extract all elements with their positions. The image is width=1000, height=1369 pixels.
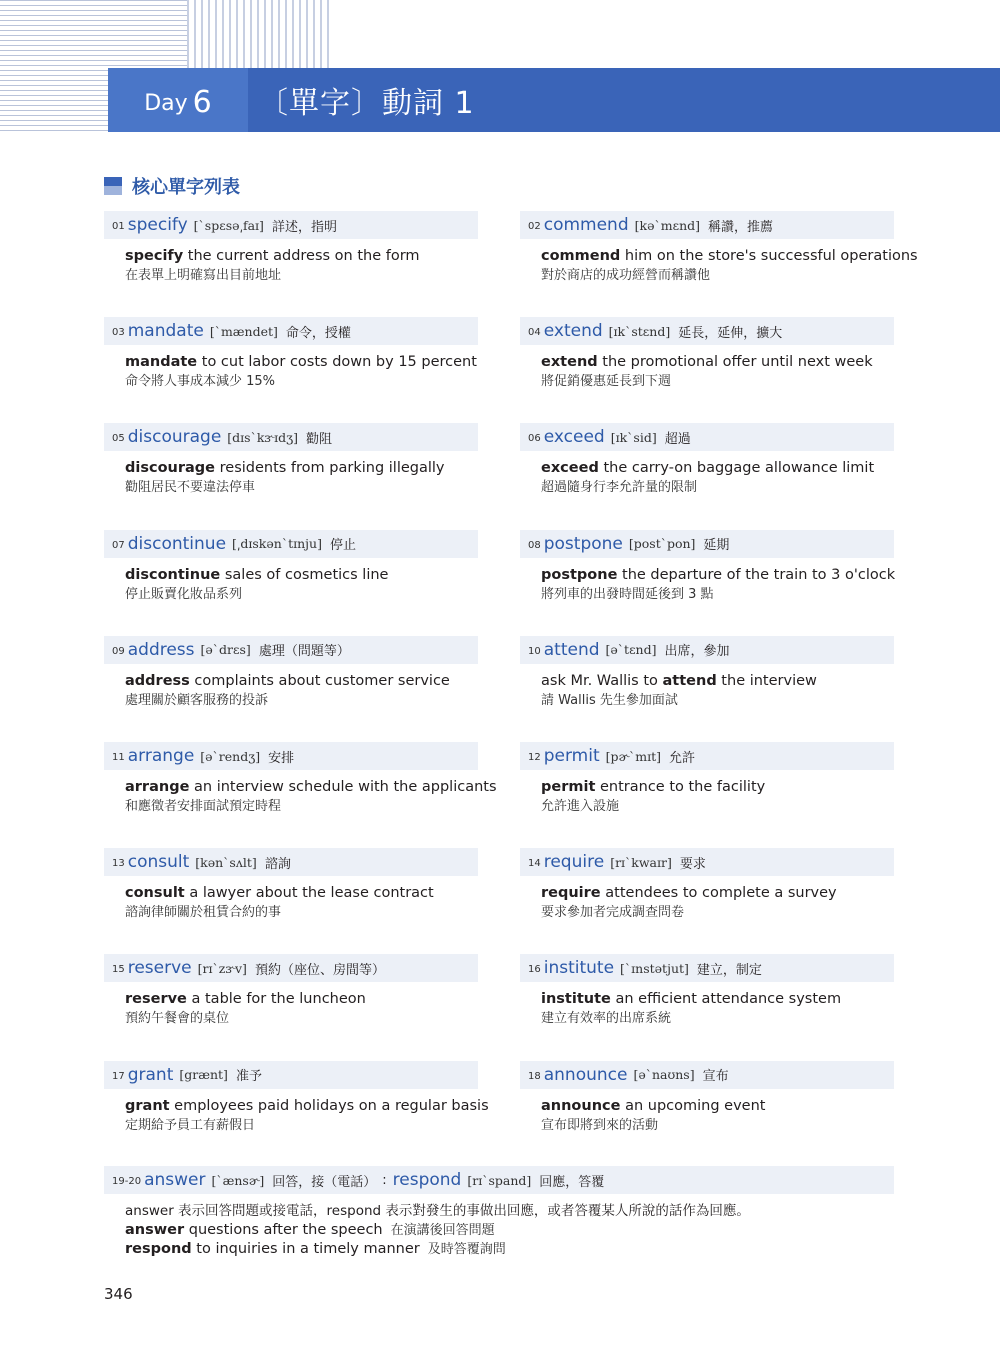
example-sentence xyxy=(104,1097,489,1116)
example-sentence xyxy=(520,459,894,478)
vocab-entry xyxy=(520,211,918,285)
example-text: an upcoming event xyxy=(620,1097,766,1114)
example-sentence xyxy=(520,566,894,585)
section-header xyxy=(104,173,240,199)
entry-number: 14 xyxy=(528,858,541,870)
example-sentence xyxy=(104,1240,894,1259)
example-text: complaints about customer service xyxy=(189,672,450,689)
page-number: 346 xyxy=(104,1285,133,1303)
example-translation: 超過隨身行李允許量的限制 xyxy=(541,480,698,496)
example-text: employees paid holidays on a regular basis xyxy=(169,1097,489,1114)
entry-header xyxy=(104,211,478,239)
example-sentence xyxy=(104,459,478,478)
example-text: to cut labor costs down by 15 percent xyxy=(197,354,477,371)
example-keyword: require xyxy=(541,885,601,902)
vocab-entry xyxy=(104,423,478,497)
entry-phonetic: [ˋænsɚ] xyxy=(211,1172,265,1188)
example-translation: 處理關於顧客服務的投訴 xyxy=(125,692,269,708)
entry-word: specify xyxy=(127,215,188,235)
entry-number: 04 xyxy=(528,327,541,339)
example-text: an efficient attendance system xyxy=(610,991,842,1008)
vocab-entry xyxy=(104,742,497,816)
vocab-entry xyxy=(520,423,894,497)
entry-meaning: 詳述，指明 xyxy=(271,219,337,235)
example-sentence xyxy=(520,1097,894,1116)
entry-meaning: 要求 xyxy=(679,856,706,872)
entry-header xyxy=(520,530,894,558)
entry-header xyxy=(520,742,894,770)
usage-note: answer 表示回答問題或接電話，respond 表示對發生的事做出回應，或者答覆某人所說的話作為回應。 xyxy=(125,1203,750,1219)
vocab-entry xyxy=(104,211,478,285)
example-translation: 和應徵者安排面試預定時程 xyxy=(125,799,282,814)
example-translation: 在表單上明確寫出目前地址 xyxy=(125,268,282,283)
vocab-entry xyxy=(520,954,894,1028)
entry-phonetic: [ˋspɛsə͵faɪ] xyxy=(193,217,264,233)
example-translation: 對於商店的成功經營而稱讚他 xyxy=(541,268,711,283)
vocab-entry xyxy=(104,1061,489,1135)
entry-meaning: 延期 xyxy=(703,538,730,554)
entry-meaning: 延長，延伸，擴大 xyxy=(678,325,783,341)
entry-word: discourage xyxy=(127,427,222,448)
entry-number: 16 xyxy=(528,964,541,976)
example-text: a table for the luncheon xyxy=(186,991,366,1008)
example-keyword: institute xyxy=(541,991,611,1008)
entry-word: announce xyxy=(543,1064,628,1085)
entry-word: exceed xyxy=(543,427,605,448)
example-translation: 停止販賣化妝品系列 xyxy=(125,586,243,602)
entry-header xyxy=(520,1061,894,1089)
example-text: the carry-on baggage allowance limit xyxy=(598,460,875,477)
entry-number: 12 xyxy=(528,752,541,763)
entry-word: reserve xyxy=(127,958,192,979)
example-keyword: exceed xyxy=(541,460,599,477)
entry-number: 10 xyxy=(528,645,541,657)
example-translation: 允許進入設施 xyxy=(541,799,620,814)
entry-number: 15 xyxy=(112,964,125,976)
entry-number: 05 xyxy=(112,433,125,445)
example-text: the interview xyxy=(716,672,817,689)
vocab-entry xyxy=(520,848,894,922)
example-text: the current address on the form xyxy=(183,248,420,264)
entry-header xyxy=(520,317,894,345)
entry-phonetic: [postˋpon] xyxy=(628,536,696,552)
entry-phonetic: [ɪkˋsid] xyxy=(610,429,657,445)
entry-header xyxy=(104,848,478,876)
example-keyword: address xyxy=(125,672,190,689)
entry-header xyxy=(104,636,478,664)
example-translation: 將促銷優惠延長到下週 xyxy=(541,374,672,390)
entry-meaning-2: 回應，答覆 xyxy=(539,1174,605,1190)
example-text: an interview schedule with the applicants xyxy=(189,779,497,795)
entry-header xyxy=(520,954,894,982)
square-bullet-icon xyxy=(104,177,122,195)
entry-meaning: 回答，接（電話） xyxy=(272,1174,377,1190)
example-translation: 及時答覆詢問 xyxy=(427,1242,506,1257)
entry-word: require xyxy=(543,852,605,873)
entry-header xyxy=(520,636,894,664)
entry-meaning: 停止 xyxy=(329,538,356,554)
example-keyword: specify xyxy=(125,248,184,264)
example-keyword: permit xyxy=(541,779,596,795)
entry-word: address xyxy=(127,639,195,660)
entry-phonetic: [kənˋsʌlt] xyxy=(195,854,257,870)
entry-separator: : xyxy=(382,1172,387,1188)
entry-number: 08 xyxy=(528,539,541,551)
example-keyword: reserve xyxy=(125,991,187,1008)
entry-word: extend xyxy=(543,321,603,342)
vocab-entry xyxy=(104,636,478,710)
example-keyword: postpone xyxy=(541,566,618,583)
example-sentence xyxy=(520,672,894,691)
example-sentence xyxy=(104,990,478,1009)
page-title: 〔單字〕動詞 1 xyxy=(258,86,475,121)
entry-phonetic: [rɪˋzɝv] xyxy=(197,960,247,976)
entry-phonetic: [əˋrendʒ] xyxy=(200,748,261,764)
example-keyword: mandate xyxy=(125,354,198,371)
example-text: the departure of the train to 3 o'clock xyxy=(617,566,896,583)
example-keyword: discourage xyxy=(125,460,216,477)
entry-meaning: 安排 xyxy=(268,750,295,766)
entry-number: 13 xyxy=(112,858,125,870)
entry-word: answer xyxy=(144,1170,206,1190)
example-translation: 建立有效率的出席系統 xyxy=(541,1011,672,1027)
entry-word: consult xyxy=(127,852,190,873)
example-keyword: announce xyxy=(541,1097,621,1114)
entry-header xyxy=(104,1061,478,1089)
entry-number: 19-20 xyxy=(112,1176,142,1187)
entry-number: 07 xyxy=(112,539,125,551)
entry-phonetic: [͵dɪskənˋtɪnju] xyxy=(232,536,322,552)
day-label xyxy=(108,68,248,132)
entry-phonetic: [pɚˋmɪt] xyxy=(605,748,662,764)
vocab-entry xyxy=(104,848,478,922)
example-sentence xyxy=(520,778,894,797)
example-keyword: attend xyxy=(662,672,717,689)
example-sentence xyxy=(520,884,894,903)
example-text: the promotional offer until next week xyxy=(597,354,873,371)
entry-header xyxy=(104,954,478,982)
example-sentence xyxy=(520,353,894,372)
example-sentence xyxy=(520,990,894,1009)
example-text: entrance to the facility xyxy=(595,779,766,795)
entry-header xyxy=(520,423,894,451)
entry-meaning: 允許 xyxy=(669,750,696,766)
entry-word: arrange xyxy=(127,746,195,766)
entry-meaning: 超過 xyxy=(664,431,691,447)
example-translation: 請 Wallis 先生參加面試 xyxy=(541,692,678,708)
entry-header xyxy=(104,742,478,770)
example-text: questions after the speech xyxy=(184,1222,383,1238)
example-translation: 定期給予員工有薪假日 xyxy=(125,1117,256,1133)
example-keyword: grant xyxy=(125,1097,170,1114)
entry-number: 11 xyxy=(112,752,125,763)
entry-word: institute xyxy=(543,958,615,979)
entry-number: 01 xyxy=(112,221,125,232)
entry-header xyxy=(520,848,894,876)
entry-phonetic: [əˋdrɛs] xyxy=(200,642,251,658)
example-sentence xyxy=(104,778,497,797)
example-sentence xyxy=(104,566,478,585)
entry-header xyxy=(104,1166,894,1194)
decorative-stripes-vertical xyxy=(187,0,332,68)
entry-phonetic: [grænt] xyxy=(179,1067,228,1083)
example-text: attendees to complete a survey xyxy=(600,885,837,902)
entry-word: attend xyxy=(543,639,600,660)
entry-phonetic: [kəˋmɛnd] xyxy=(634,217,700,233)
vocab-entry xyxy=(520,1061,894,1135)
example-translation: 預約午餐會的桌位 xyxy=(125,1011,230,1027)
entry-phonetic: [ˋɪnstətjut] xyxy=(620,960,689,976)
example-text: to inquiries in a timely manner xyxy=(191,1241,420,1257)
example-sentence xyxy=(104,884,478,903)
entry-number: 06 xyxy=(528,433,541,445)
example-keyword: commend xyxy=(541,248,621,264)
entry-meaning: 出席，參加 xyxy=(664,644,730,660)
entry-word: postpone xyxy=(543,533,623,554)
example-keyword: consult xyxy=(125,885,185,902)
example-sentence xyxy=(104,247,478,266)
entry-phonetic: [rɪˋkwaɪr] xyxy=(610,854,672,870)
example-sentence xyxy=(104,353,478,372)
entry-meaning: 預約（座位、房間等） xyxy=(254,962,385,978)
example-translation: 諮詢律師關於租賃合約的事 xyxy=(125,905,282,921)
example-translation: 勸阻居民不要違法停車 xyxy=(125,480,256,496)
entry-phonetic: [əˋtɛnd] xyxy=(605,642,657,658)
entry-meaning: 宣布 xyxy=(702,1069,729,1085)
example-keyword: extend xyxy=(541,354,598,371)
entry-meaning: 勸阻 xyxy=(306,431,333,447)
entry-meaning: 准予 xyxy=(235,1069,262,1085)
entry-meaning: 建立，制定 xyxy=(696,962,762,978)
entry-phonetic: [dɪsˋkɝɪdʒ] xyxy=(227,429,299,445)
entry-meaning: 命令，授權 xyxy=(285,325,351,341)
example-translation: 在演講後回答問題 xyxy=(390,1223,495,1238)
entry-header xyxy=(104,317,478,345)
entry-header xyxy=(520,211,894,239)
vocab-entry xyxy=(520,530,894,604)
entry-phonetic-2: [rɪˋspand] xyxy=(467,1172,532,1188)
vocab-entry xyxy=(520,742,894,816)
example-sentence xyxy=(104,672,478,691)
example-translation: 命令將人事成本減少 15% xyxy=(125,374,276,390)
entry-number: 03 xyxy=(112,327,125,339)
section-title: 核心單字列表 xyxy=(132,177,240,198)
entry-number: 17 xyxy=(112,1070,125,1082)
example-translation: 宣布即將到來的活動 xyxy=(541,1117,659,1133)
example-prefix: ask Mr. Wallis to xyxy=(541,672,663,689)
vocab-entry xyxy=(104,317,478,391)
entry-meaning: 諮詢 xyxy=(264,856,291,872)
entry-number: 02 xyxy=(528,221,541,232)
entry-phonetic: [əˋnaʊns] xyxy=(633,1067,695,1083)
entry-meaning: 處理（問題等） xyxy=(258,644,350,660)
example-text: residents from parking illegally xyxy=(215,460,445,477)
vocab-entry xyxy=(520,636,894,710)
example-sentence xyxy=(520,247,918,266)
example-translation: 要求參加者完成調查問卷 xyxy=(541,905,685,921)
entry-meaning: 稱讚，推薦 xyxy=(708,219,774,235)
entry-number: 18 xyxy=(528,1070,541,1082)
entry-phonetic: [ˋmændet] xyxy=(209,323,278,339)
example-sentence xyxy=(104,1221,894,1240)
entry-word: grant xyxy=(127,1064,174,1085)
example-keyword: respond xyxy=(125,1241,192,1257)
example-text: a lawyer about the lease contract xyxy=(184,885,434,902)
day-word: Day xyxy=(144,90,188,116)
example-keyword: discontinue xyxy=(125,566,221,583)
entry-number: 09 xyxy=(112,645,125,657)
example-text: sales of cosmetics line xyxy=(220,566,389,583)
example-text: him on the store's successful operations xyxy=(620,248,918,264)
vocab-entry xyxy=(520,317,894,391)
vocab-entry-19-20 xyxy=(104,1166,894,1259)
entry-word: discontinue xyxy=(127,533,227,554)
day-number: 6 xyxy=(192,84,212,120)
entry-word: permit xyxy=(543,746,600,766)
example-keyword: answer xyxy=(125,1222,185,1238)
entry-word: commend xyxy=(543,215,629,235)
example-keyword: arrange xyxy=(125,779,190,795)
entry-word: mandate xyxy=(127,321,204,342)
entry-header xyxy=(104,530,478,558)
vocab-entry xyxy=(104,954,478,1028)
vocab-entry xyxy=(104,530,478,604)
example-translation: 將列車的出發時間延後到 3 點 xyxy=(541,586,714,602)
entry-phonetic: [ɪkˋstɛnd] xyxy=(608,323,671,339)
entry-word-2: respond xyxy=(392,1170,462,1190)
entry-header xyxy=(104,423,478,451)
